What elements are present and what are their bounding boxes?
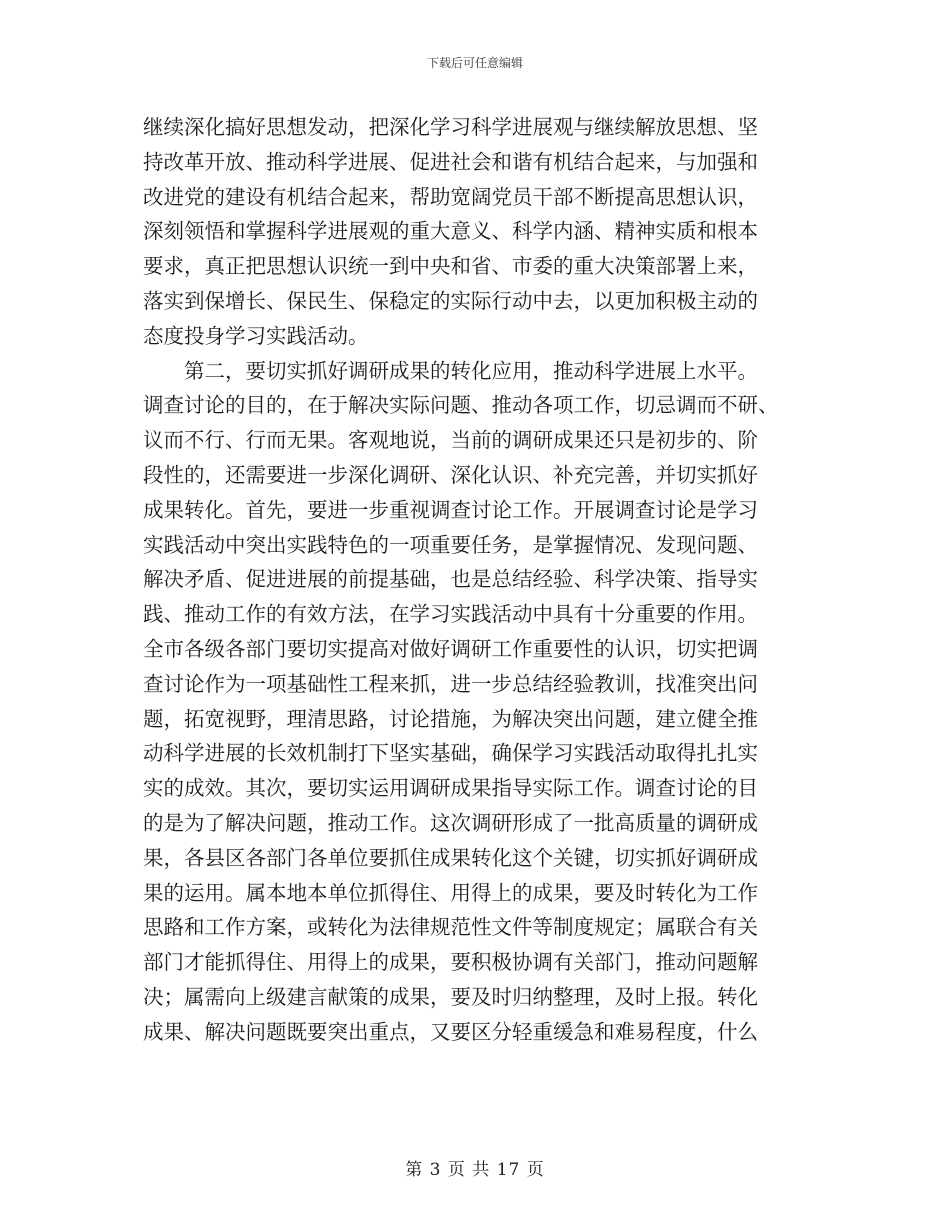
text-line: 持改革开放、推动科学进展、促进社会和谐有机结合起来，与加强和 (143, 149, 758, 174)
text-line: 查讨论作为一项基础性工程来抓，进一步总结经验教训，找准突出问 (143, 671, 758, 696)
text-line: 的是为了解决问题，推动工作。这次调研形成了一批高质量的调研成 (143, 810, 758, 835)
text-line: 改进党的建设有机结合起来，帮助宽阔党员干部不断提高思想认识， (143, 184, 758, 209)
text-line: 实的成效。其次，要切实运用调研成果指导实际工作。调查讨论的目 (143, 776, 758, 801)
text-line: 议而不行、行而无果。客观地说，当前的调研成果还只是初步的、阶 (143, 428, 758, 453)
text-line: 思路和工作方案，或转化为法律规范性文件等制度规定；属联合有关 (143, 915, 758, 940)
text-line: 继续深化搞好思想发动，把深化学习科学进展观与继续解放思想、坚 (143, 115, 758, 139)
text-line: 实践活动中突出实践特色的一项重要任务，是掌握情况、发现问题、 (143, 532, 758, 557)
page-number-footer: 第 3 页 共 17 页 (405, 1160, 545, 1180)
page-header: 下载后可任意编辑 (426, 56, 523, 70)
text-line: 果的运用。属本地本单位抓得住、用得上的成果，要及时转化为工作 (143, 880, 758, 905)
text-line: 成果、解决问题既要突出重点，又要区分轻重缓急和难易程度，什么 (143, 1019, 758, 1044)
text-line: 段性的，还需要进一步深化调研、深化认识、补充完善，并切实抓好 (143, 462, 758, 487)
text-line: 要求，真正把思想认识统一到中央和省、市委的重大决策部署上来， (143, 254, 758, 279)
text-line: 调查讨论的目的，在于解决实际问题、推动各项工作，切忌调而不研、 (143, 393, 779, 418)
text-line: 成果转化。首先，要进一步重视调查讨论工作。开展调查讨论是学习 (143, 497, 758, 522)
text-line: 部门才能抓得住、用得上的成果，要积极协调有关部门，推动问题解 (143, 950, 758, 975)
text-line: 落实到保增长、保民生、保稳定的实际行动中去，以更加积极主动的 (143, 288, 758, 313)
document-body (143, 110, 807, 1050)
text-line: 全市各级各部门要切实提高对做好调研工作重要性的认识，切实把调 (143, 636, 758, 661)
text-line: 解决矛盾、促进进展的前提基础，也是总结经验、科学决策、指导实 (143, 567, 758, 592)
text-line: 题，拓宽视野，理清思路，讨论措施，为解决突出问题，建立健全推 (143, 706, 758, 731)
text-line: 态度投身学习实践活动。 (143, 323, 369, 348)
text-line: 果，各县区各部门各单位要抓住成果转化这个关键，切实抓好调研成 (143, 845, 758, 870)
text-line: 动科学进展的长效机制打下坚实基础，确保学习实践活动取得扎扎实 (143, 741, 758, 766)
text-line: 深刻领悟和掌握科学进展观的重大意义、科学内涵、精神实质和根本 (143, 219, 758, 244)
paragraph-start-line: 第二，要切实抓好调研成果的转化应用，推动科学进展上水平。 (184, 358, 758, 383)
text-line: 决；属需向上级建言献策的成果，要及时归纳整理，及时上报。转化 (143, 984, 758, 1009)
text-line: 践、推动工作的有效方法，在学习实践活动中具有十分重要的作用。 (143, 602, 758, 627)
